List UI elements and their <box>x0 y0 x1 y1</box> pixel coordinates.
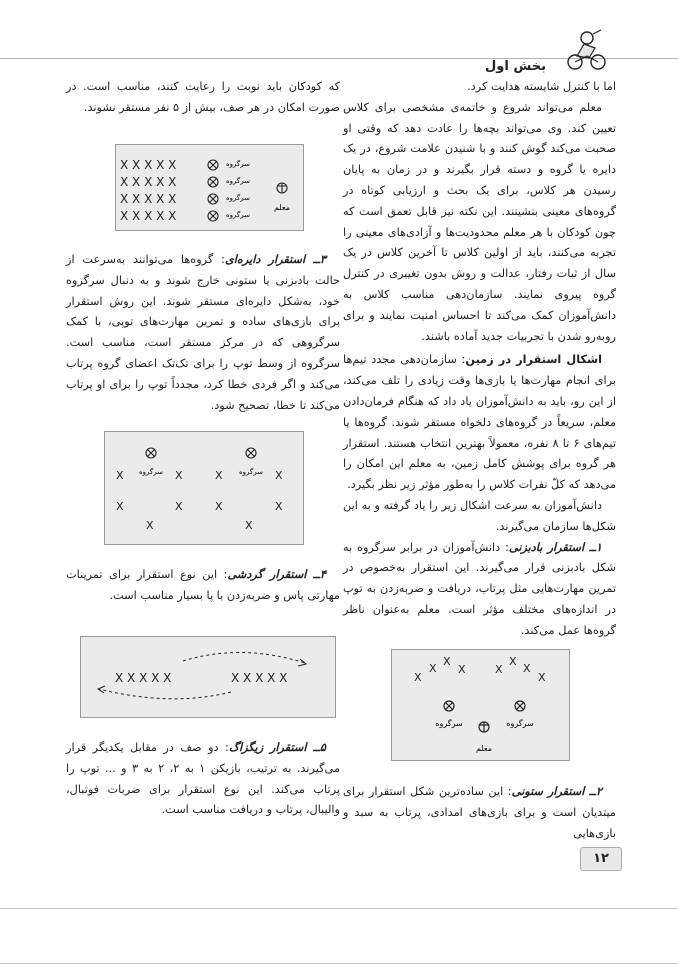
paragraph: معلم می‌تواند شروع و خاتمه‌ی مشخصی برای کلاس تعیین کند. وی می‌تواند بچه‌ها را عادت دهد که وقتی او صحبت می‌کند گوش کنند و با شنیدن علامت شروع، در یک دایره یا گروه و دسته قرار بگیرند و در زمان به پایان رسیدن هر کلاس، برای یک بحث و ارزیابی کوتاه در گروه‌های معینی بنشینند. این نکته نیز قابل تعمق است که چون کودکان با هر معلم محدودیت‌ها و آزادی‌های معینی را تجربه می‌کنند، باید از اولین کلاس تا آخرین کلاس در یک سال از ثبات رفتار، عدالت و روش بدون تغییری در کنترل گروه پیروی نمایند. سازمان‌دهی مناسب کلاس به دانش‌آموزان کمک می‌کند تا احساس امنیت نمایند و برای روبه‌رو شدن با تجربیات جدید آماده باشند. <box>343 100 616 343</box>
fan-formation-diagram <box>391 649 570 761</box>
player-marks <box>414 655 546 684</box>
svg-text:X: X <box>146 519 154 532</box>
section-title: بخش اول <box>485 59 546 74</box>
section-heading: اشکال استقرار در زمین <box>465 353 602 367</box>
leader-label: سرگروه <box>239 468 263 476</box>
leader-label: سرگروه <box>435 719 463 728</box>
leader-label: سرگروه <box>226 211 250 219</box>
svg-text:X: X <box>215 469 223 482</box>
leader-label: سرگروه <box>506 719 534 728</box>
player-marks <box>120 158 176 223</box>
leader-label: سرگروه <box>226 177 250 185</box>
cartoon-cyclist-icon <box>565 26 609 72</box>
svg-text:X: X <box>116 500 124 513</box>
svg-text:X: X <box>414 671 422 684</box>
left-column <box>66 77 340 119</box>
paragraph: : دو صف در مقابل یکدیگر قرار می‌گیرند. به ترتیب، بازیکن ۱ به ۲، ۲ به ۳ و ... توپ را پرتاب می‌کند. این نوع استقرار برای ضربات فوتبال، والیبال، پرتاب و دریافت مناسب است. <box>66 741 340 817</box>
item-heading: ۴ــ استقرار گردشی <box>227 568 326 581</box>
circle-formation-diagram <box>104 431 304 545</box>
svg-text:X: X <box>523 662 531 675</box>
leader-label: سرگروه <box>226 160 250 168</box>
svg-text:X: X <box>245 519 253 532</box>
svg-text:X: X <box>215 500 223 513</box>
left-column-rotation <box>66 565 340 607</box>
paragraph: : سازمان‌دهی مجدد تیم‌ها برای انجام مهارت‌ها یا بازی‌ها وقت زیادی را تلف می‌کند، از این رو، باید به دانش‌آموزان یاد داد که هنگام فرمان‌دادن معلم، سریعاً در گروه‌های دلخواه مستقر شوند. گروه‌ها یا تیم‌های ۶ تا ۸ نفره، معمولاً بهترین انتخاب هستند. استقرار هر گروه برای پوشش کامل زمین، به معلم این امکان را می‌دهد که کلّ نفرات کلاس را به‌طور مؤثر زیر نظر بگیرد. <box>343 353 616 492</box>
svg-text:X X X X X: X X X X X <box>120 209 177 223</box>
svg-text:X: X <box>175 469 183 482</box>
paragraph: اما با کنترل شایسته هدایت کرد. <box>467 80 616 93</box>
player-marks <box>115 671 287 685</box>
paragraph: : این نوع استقرار برای تمرینات مهارتی پاس و ضربه‌زدن با پا بسیار مناسب است. <box>66 568 340 602</box>
leader-label: سرگروه <box>139 468 163 476</box>
right-column-bottom <box>343 782 616 844</box>
column-formation-diagram <box>115 144 304 231</box>
svg-text:X: X <box>538 671 546 684</box>
svg-text:X: X <box>116 469 124 482</box>
item-heading: ۳ــ استقرار دایره‌ای <box>224 253 326 266</box>
svg-text:X: X <box>443 655 451 668</box>
svg-text:X: X <box>175 500 183 513</box>
right-column <box>343 77 616 642</box>
svg-text:X: X <box>275 500 283 513</box>
teacher-label: معلم <box>273 203 291 212</box>
paragraph: : این ساده‌ترین شکل استقرار برای میتدیان است و برای بازی‌های امدادی، پرتاب به سبد و بازی‌هایی <box>343 785 616 840</box>
leader-label: سرگروه <box>226 194 250 202</box>
paragraph: دانش‌آموزان به سرعت اشکال زیر را یاد گرفته و به این شکل‌ها سازمان می‌گیرند. <box>343 498 616 533</box>
svg-text:X: X <box>509 655 517 668</box>
svg-text:X X X X X: X X X X X <box>120 175 177 189</box>
item-heading: ۱ــ استقرار بادبزنی <box>508 540 602 554</box>
teacher-label: معلم <box>475 744 493 753</box>
paragraph: : گروه‌ها می‌توانند به‌سرعت از حالت بادبزنی یا ستونی خارج شوند و به دنبال سرگروه خود، به‌شکل دایره‌ای مستقر شوند. این روش استقرار برای بازی‌های ساده و تمرین مهارت‌های توپی، با کمک سرگروهی که در مرکز مستقر است، مناسب است. سرگروه از وسط توپ را برای تک‌تک اعضای گروه پرتاب می‌کند و اگر فردی خطا کرد، مجدداً توپ را برای او پرتاب می‌کند تا خطا، تصحیح شود. <box>66 253 340 412</box>
left-column-circle <box>66 250 340 416</box>
svg-text:X: X <box>495 663 503 676</box>
item-heading: ۲ــ استقرار ستونی <box>511 785 603 798</box>
svg-text:X X X X X: X X X X X <box>231 671 288 685</box>
svg-text:X: X <box>458 663 466 676</box>
svg-text:X: X <box>429 662 437 675</box>
item-heading: ۵ــ استقرار زیگزاگ <box>228 741 326 754</box>
svg-text:X X X X X: X X X X X <box>120 192 177 206</box>
paragraph: که کودکان باید نوبت را رعایت کنند، مناسب است. در صورت امکان در هر صف، بیش از ۵ نفر مستقر نشوند. <box>66 80 340 114</box>
left-column-zigzag <box>66 738 340 821</box>
svg-text:X X X X X: X X X X X <box>120 158 177 172</box>
player-marks <box>116 469 283 532</box>
svg-text:X: X <box>275 469 283 482</box>
paragraph: : دانش‌آموزان در برابر سرگروه به شکل بادبزنی قرار می‌گیرند. این استقرار به‌خصوص در تمرین مهارت‌هایی مثل پرتاب، دریافت و ضربه‌زدن به توپ در اندازه‌های مختلف مؤثر است. معلم به‌عنوان ناظر گروه‌ها عمل می‌کند. <box>343 540 616 637</box>
page-number: ۱۲ <box>580 847 622 871</box>
svg-text:X X X X X: X X X X X <box>115 671 172 685</box>
rotation-formation-diagram <box>80 636 336 718</box>
